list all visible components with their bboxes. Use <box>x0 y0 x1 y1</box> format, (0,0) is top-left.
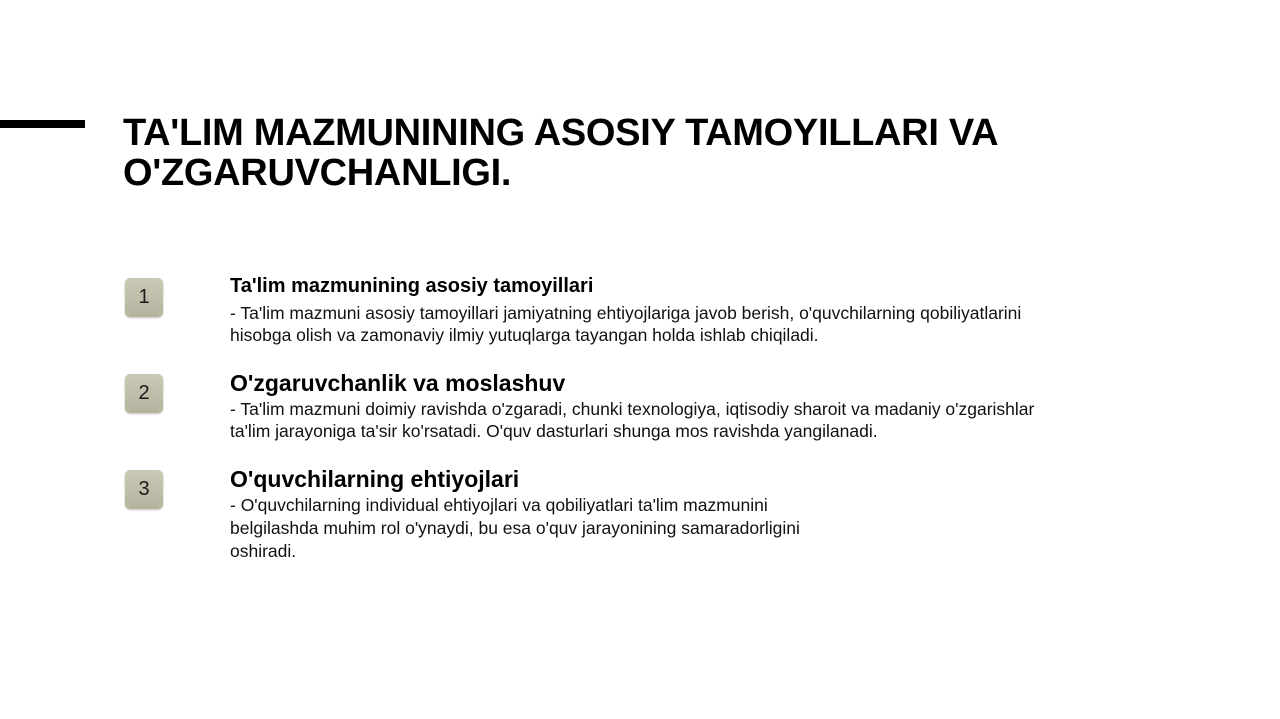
number-badge-2 <box>125 374 163 413</box>
item-body-1: - Ta'lim mazmuni asosiy tamoyillari jamiyatning ehtiyojlariga javob berish, o'quvchilarning qobiliyatlarini hisobga olish va zamonaviy ilmiy yutuqlarga tayangan holda ishlab chiqiladi. <box>230 303 1022 345</box>
item-body-3: - O'quvchilarning individual ehtiyojlari va qobiliyatlari ta'lim mazmunini belgilashda muhim rol o'ynaydi, bu esa o'quv jarayonining samaradorligini oshiradi. <box>230 495 800 561</box>
slide-title: TA'LIM MAZMUNINING ASOSIY TAMOYILLARI VA O'ZGARUVCHANLIGI. <box>123 112 999 194</box>
item-body-2: - Ta'lim mazmuni doimiy ravishda o'zgaradi, chunki texnologiya, iqtisodiy sharoit va madaniy o'zgarishlar ta'lim jarayoniga ta'sir ko'rsatadi. O'quv dasturlari shunga mos ravishda yangilanadi. <box>230 399 1035 441</box>
number-badge-1 <box>125 278 163 317</box>
item-heading-1: Ta'lim mazmunining asosiy tamoyillari <box>230 275 594 297</box>
item-heading-2: O'zgaruvchanlik va moslashuv <box>230 370 566 396</box>
number-badge-3 <box>125 470 163 509</box>
badge-number: 2 <box>138 382 150 404</box>
item-heading-3: O'quvchilarning ehtiyojlari <box>230 466 520 492</box>
badge-number: 3 <box>138 478 150 500</box>
title-accent-bar <box>0 120 85 128</box>
badge-number: 1 <box>138 286 150 308</box>
